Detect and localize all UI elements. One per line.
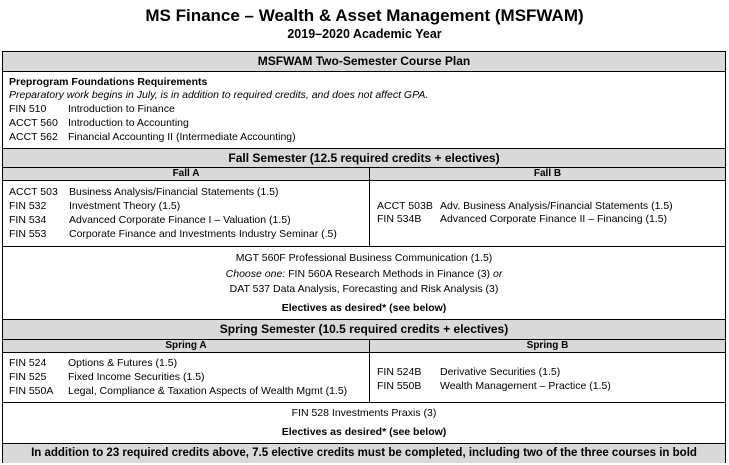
course-name: Options & Futures (1.5): [68, 357, 178, 369]
course-code: FIN 553: [9, 228, 47, 240]
course-name: Adv. Business Analysis/Financial Statements (1.5): [440, 200, 673, 212]
spring-b-label: Spring B: [526, 340, 569, 351]
course-name: Legal, Compliance & Taxation Aspects of Wealth Mgmt (1.5): [68, 385, 348, 397]
fall-a-course: [9, 200, 180, 212]
course-name: Introduction to Finance: [68, 103, 175, 115]
preprogram-course: [9, 103, 175, 115]
course-name: Advanced Corporate Finance I – Valuation (1.5): [69, 214, 291, 226]
plan-title: MSFWAM Two-Semester Course Plan: [257, 54, 471, 68]
page-title: MS Finance – Wealth & Asset Management (MSFWAM): [145, 6, 584, 25]
course-code: FIN 524B: [377, 366, 422, 378]
preprogram-note: Preparatory work begins in July, is in addition to required credits, and does not affect GPA.: [9, 89, 429, 101]
spring-a-course: [9, 371, 205, 383]
fall-shared-divider: [3, 246, 725, 247]
fall-a-header: [3, 168, 369, 181]
choose-option-2: DAT 537 Data Analysis, Forecasting and Risk Analysis (3): [229, 283, 499, 295]
preprogram-course: [9, 117, 189, 129]
spring-electives-note: Electives as desired* (see below): [281, 426, 447, 438]
course-name: Business Analysis/Financial Statements (1.5): [69, 186, 279, 198]
spring-semester-band: [3, 319, 725, 340]
course-code: FIN 532: [9, 200, 47, 212]
fall-a-course: [9, 214, 291, 226]
course-code: FIN 524: [9, 357, 47, 369]
fall-b-header: [370, 168, 725, 181]
spring-b-course: [377, 380, 611, 392]
course-code: FIN 534: [9, 214, 47, 226]
course-name: Wealth Management – Practice (1.5): [440, 380, 611, 392]
academic-year: 2019–2020 Academic Year: [287, 27, 442, 41]
course-code: FIN 525: [9, 371, 47, 383]
spring-shared-divider: [3, 402, 725, 403]
spring-semester-heading: Spring Semester (10.5 required credits + electives): [219, 322, 509, 336]
footer-note: In addition to 23 required credits above, 7.5 elective credits must be completed, including two of the three courses in bold: [31, 447, 697, 459]
fall-b-label: Fall B: [533, 168, 562, 179]
choose-one-label: Choose one:: [225, 268, 286, 280]
spring-divider: [369, 340, 370, 402]
fall-b-course: [377, 200, 673, 212]
fall-a-course: [9, 186, 279, 198]
fall-a-label: Fall A: [172, 168, 200, 179]
preprogram-course: [9, 131, 296, 143]
course-code: ACCT 503: [9, 186, 58, 198]
fall-semester-band: [3, 148, 725, 168]
course-name: Introduction to Accounting: [68, 117, 189, 129]
fall-a-course: [9, 228, 337, 240]
course-code: FIN 550A: [9, 385, 54, 397]
course-name: Corporate Finance and Investments Industry Seminar (.5): [69, 228, 337, 240]
spring-b-course: [377, 366, 560, 378]
spring-b-header: [370, 340, 725, 353]
course-code: ACCT 562: [9, 131, 58, 143]
course-name: Advanced Corporate Finance II – Financing (1.5): [440, 213, 668, 225]
plan-title-band: [3, 51, 725, 72]
spring-a-label: Spring A: [165, 340, 207, 351]
fall-b-course: [377, 213, 667, 225]
course-code: FIN 550B: [377, 380, 422, 392]
course-code: ACCT 560: [9, 117, 58, 129]
course-name: Investment Theory (1.5): [69, 200, 181, 212]
fall-required-course: MGT 560F Professional Business Communication (1.5): [235, 252, 493, 264]
course-name: Financial Accounting II (Intermediate Accounting): [68, 131, 296, 143]
course-code: ACCT 503B: [377, 200, 433, 212]
fall-electives-note: Electives as desired* (see below): [281, 302, 447, 314]
footer-band: [3, 443, 725, 463]
spring-a-course: [9, 385, 347, 397]
or-label: or: [490, 268, 503, 280]
fall-semester-heading: Fall Semester (12.5 required credits + electives): [228, 151, 500, 165]
choose-option-1: FIN 560A Research Methods in Finance (3): [285, 268, 491, 280]
spring-required-course: FIN 528 Investments Praxis (3): [291, 407, 437, 419]
fall-divider: [369, 168, 370, 246]
preprogram-heading: Preprogram Foundations Requirements: [9, 76, 208, 88]
fall-choose-one: [3, 268, 725, 280]
course-name: Fixed Income Securities (1.5): [68, 371, 205, 383]
course-code: FIN 534B: [377, 213, 422, 225]
course-code: FIN 510: [9, 103, 47, 115]
course-plan-table: [2, 51, 726, 463]
course-name: Derivative Securities (1.5): [440, 366, 561, 378]
spring-a-header: [3, 340, 369, 353]
spring-a-course: [9, 357, 177, 369]
